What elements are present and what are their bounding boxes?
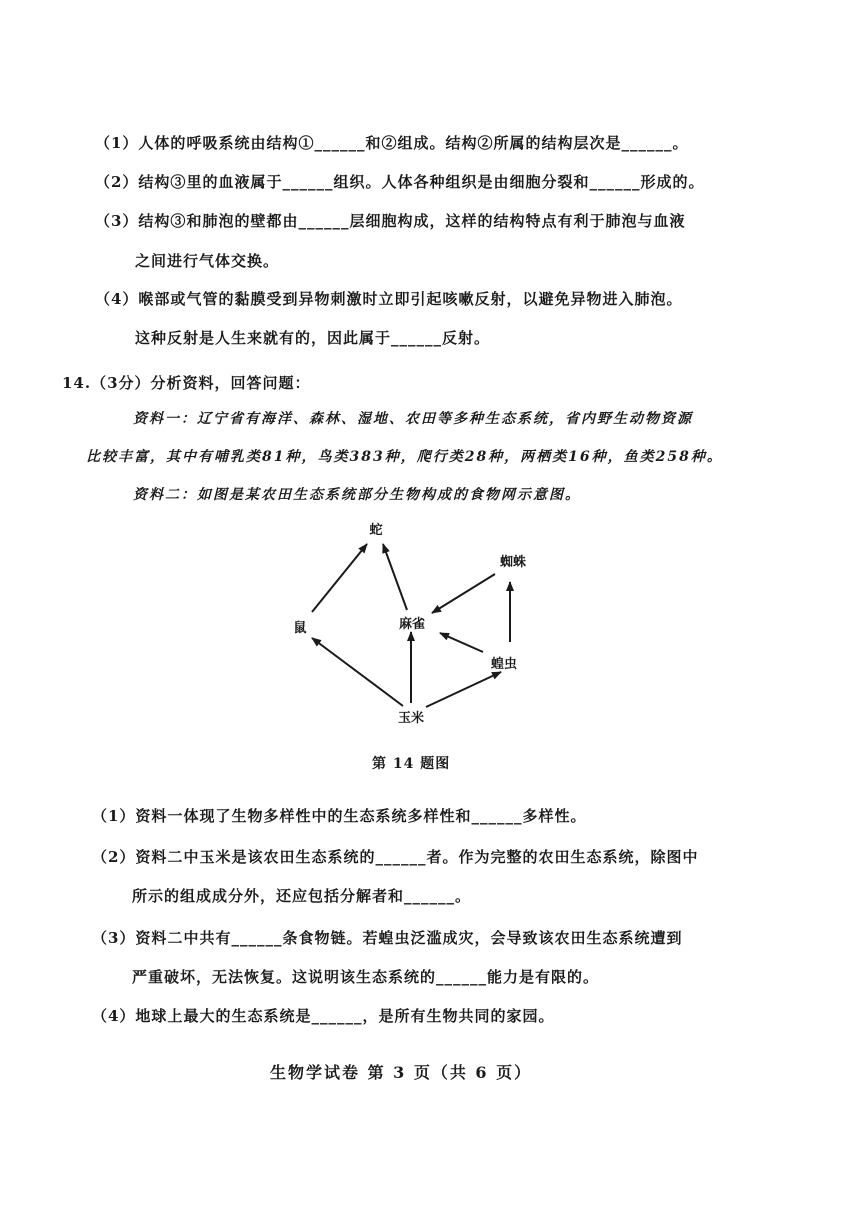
arrow-spider-to-sparrow [432,574,495,613]
q14-part3-cont: 严重破坏，无法恢复。这说明该生态系统的______能力是有限的。 [132,968,600,986]
food-web-diagram [280,510,540,730]
figure-caption: 第 14 题图 [372,756,451,772]
q14-header: 14.（3分）分析资料，回答问题： [62,374,311,392]
page-footer: 生物学试卷 第 3 页（共 6 页） [270,1063,533,1082]
arrow-locust-to-sparrow [440,633,483,652]
q13-part3: （3）结构③和肺泡的壁都由______层细胞构成，这样的结构特点有利于肺泡与血液 [95,212,686,230]
arrow-corn-to-mouse [312,638,403,706]
q13-part2: （2）结构③里的血液属于______组织。人体各种组织是由细胞分裂和______形成的。 [95,173,705,191]
node-sparrow: 麻雀 [398,617,426,632]
arrow-corn-to-locust [426,672,501,707]
q14-part3: （3）资料二中共有______条食物链。若蝗虫泛滥成灾，会导致该农田生态系统遭到 [92,929,683,947]
reference-1-line2: 比较丰富，其中有哺乳类81种，鸟类383种，爬行类28种，两栖类16种，鱼类258种。 [86,449,723,465]
q13-part4: （4）喉部或气管的黏膜受到异物刺激时立即引起咳嗽反射，以避免异物进入肺泡。 [95,290,683,308]
q14-part2: （2）资料二中玉米是该农田生态系统的______者。作为完整的农田生态系统，除图中 [92,848,699,866]
node-snake: 蛇 [369,523,383,538]
q14-part2-cont: 所示的组成成分外，还应包括分解者和______。 [132,887,472,905]
q13-part3-cont: 之间进行气体交换。 [135,252,280,270]
arrow-sparrow-to-snake [383,544,407,610]
node-locust: 蝗虫 [490,657,518,672]
arrow-mouse-to-snake [312,544,367,612]
reference-1-line1: 资料一：辽宁省有海洋、森林、湿地、农田等多种生态系统，省内野生动物资源 [133,411,693,427]
q14-part4: （4）地球上最大的生态系统是______，是所有生物共同的家园。 [92,1007,555,1025]
node-corn: 玉米 [397,711,425,726]
reference-2: 资料二：如图是某农田生态系统部分生物构成的食物网示意图。 [133,487,581,503]
q13-part1: （1）人体的呼吸系统由结构①______和②组成。结构②所属的结构层次是______。 [95,134,689,152]
q13-part4-cont: 这种反射是人生来就有的，因此属于______反射。 [135,329,491,347]
node-mouse: 鼠 [293,621,307,636]
q14-part1: （1）资料一体现了生物多样性中的生态系统多样性和______多样性。 [92,807,587,825]
node-spider: 蜘蛛 [499,555,527,570]
